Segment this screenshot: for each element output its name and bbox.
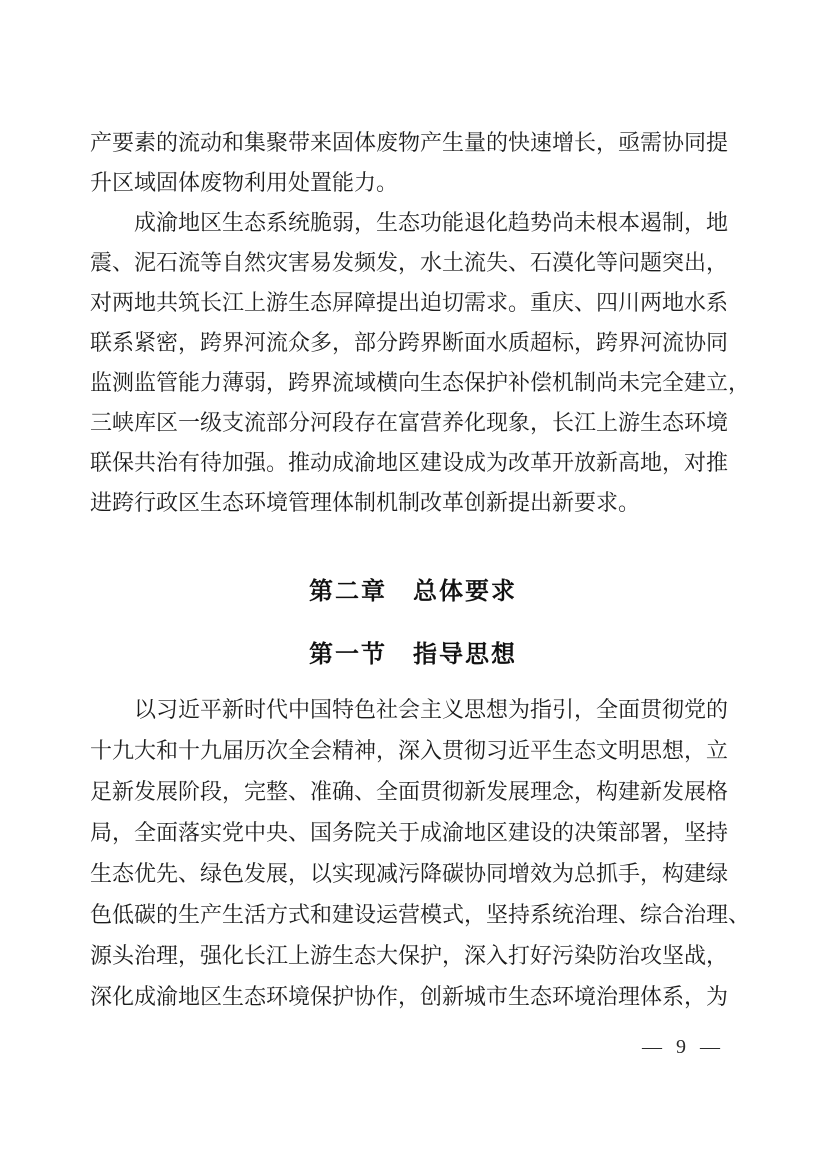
body-line: 生态优先、绿色发展，以实现减污降碳协同增效为总抓手，构建绿: [90, 861, 729, 886]
page-footer: [642, 1036, 720, 1059]
footer-dash-right: —: [700, 1036, 720, 1058]
body-line: 震、泥石流等自然灾害易发频发，水土流失、石漠化等问题突出，: [90, 250, 729, 275]
section-heading: 第一节 指导思想: [309, 642, 517, 668]
body-line: 进跨行政区生态环境管理体制机制改革创新提出新要求。: [90, 490, 641, 515]
body-line: 十九大和十九届历次全会精神，深入贯彻习近平生态文明思想，立: [90, 738, 729, 763]
body-line: 足新发展阶段，完整、准确、全面贯彻新发展理念，构建新发展格: [90, 779, 729, 804]
body-line: 监测监管能力薄弱，跨界流域横向生态保护补偿机制尚未完全建立，: [90, 370, 751, 395]
body-text-block-lower: [90, 689, 751, 1017]
body-line: 成渝地区生态系统脆弱，生态功能退化趋势尚未根本遏制，地: [134, 210, 729, 235]
body-line: 源头治理，强化长江上游生态大保护，深入打好污染防治攻坚战，: [90, 943, 729, 968]
body-line: 深化成渝地区生态环境保护协作，创新城市生态环境治理体系，为: [90, 984, 729, 1009]
body-line: 升区域固体废物利用处置能力。: [90, 170, 399, 195]
body-text-block-upper: [90, 123, 751, 523]
page-number: 9: [676, 1036, 686, 1058]
body-line: 局，全面落实党中央、国务院关于成渝地区建设的决策部署，坚持: [90, 820, 729, 845]
body-line: 联保共治有待加强。推动成渝地区建设成为改革开放新高地，对推: [90, 450, 729, 475]
body-line: 联系紧密，跨界河流众多，部分跨界断面水质超标，跨界河流协同: [90, 330, 729, 355]
body-line: 以习近平新时代中国特色社会主义思想为指引，全面贯彻党的: [134, 697, 729, 722]
body-line: 对两地共筑长江上游生态屏障提出迫切需求。重庆、四川两地水系: [90, 290, 729, 315]
body-line: 产要素的流动和集聚带来固体废物产生量的快速增长，亟需协同提: [90, 130, 729, 155]
chapter-heading: 第二章 总体要求: [309, 578, 517, 605]
body-line: 三峡库区一级支流部分河段存在富营养化现象，长江上游生态环境: [90, 410, 729, 435]
body-line: 色低碳的生产生活方式和建设运营模式，坚持系统治理、综合治理、: [90, 902, 751, 927]
footer-dash-left: —: [642, 1036, 662, 1058]
